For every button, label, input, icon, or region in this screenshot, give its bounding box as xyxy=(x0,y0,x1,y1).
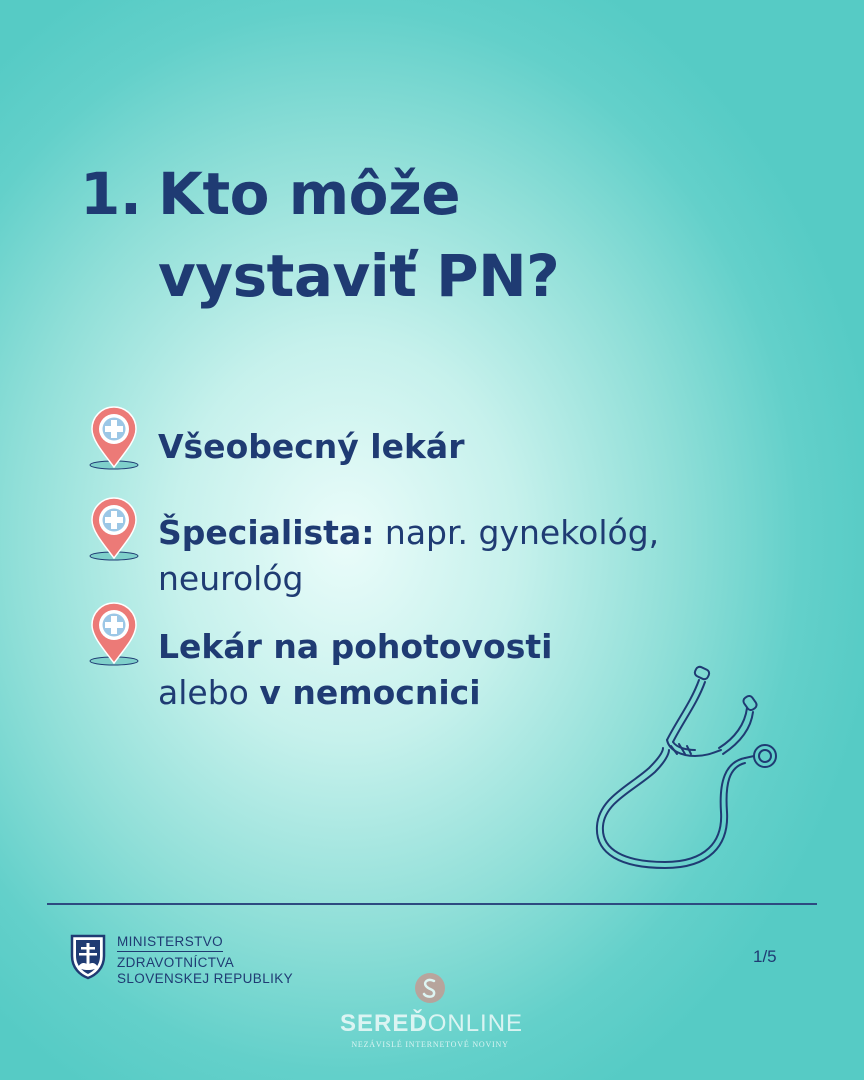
watermark-brand-bold: SEREĎ xyxy=(340,1010,428,1037)
medical-pin-icon xyxy=(88,601,140,667)
page-indicator: 1/5 xyxy=(753,947,777,966)
stethoscope-icon xyxy=(595,662,795,872)
medical-pin-icon xyxy=(88,496,140,562)
title-line-1: Kto môže xyxy=(158,160,461,228)
list-item-general-practitioner xyxy=(158,424,464,470)
item-2-normal: napr. gynekológ, xyxy=(374,513,660,552)
watermark-brand-light: ONLINE xyxy=(427,1010,524,1037)
slovak-coat-of-arms-icon xyxy=(70,934,106,980)
item-2-line2: neurológ xyxy=(158,559,304,598)
title-line-2: vystaviť PN? xyxy=(158,242,560,310)
item-3-line2-bold: v nemocnici xyxy=(259,673,481,712)
watermark xyxy=(340,972,524,1049)
medical-pin-icon xyxy=(88,405,140,471)
sered-online-logo-icon xyxy=(414,972,446,1004)
watermark-brand xyxy=(340,1010,524,1038)
list-item-emergency xyxy=(158,624,552,716)
footer-divider xyxy=(47,903,817,905)
list-item-specialist xyxy=(158,510,659,602)
watermark-tagline: NEZÁVISLÉ INTERNETOVÉ NOVINY xyxy=(351,1040,509,1049)
item-3-line2-normal: alebo xyxy=(158,673,260,712)
item-3-bold: Lekár na pohotovosti xyxy=(158,627,553,666)
ministry-line-3: SLOVENSKEJ REPUBLIKY xyxy=(117,971,294,986)
ministry-line-2: ZDRAVOTNÍCTVA xyxy=(117,955,235,970)
ministry-line-1: MINISTERSTVO xyxy=(117,934,223,952)
item-1-bold: Všeobecný lekár xyxy=(158,427,465,466)
item-2-bold: Špecialista: xyxy=(158,513,375,552)
ministry-name xyxy=(117,934,293,987)
title-number: 1. xyxy=(80,160,142,228)
